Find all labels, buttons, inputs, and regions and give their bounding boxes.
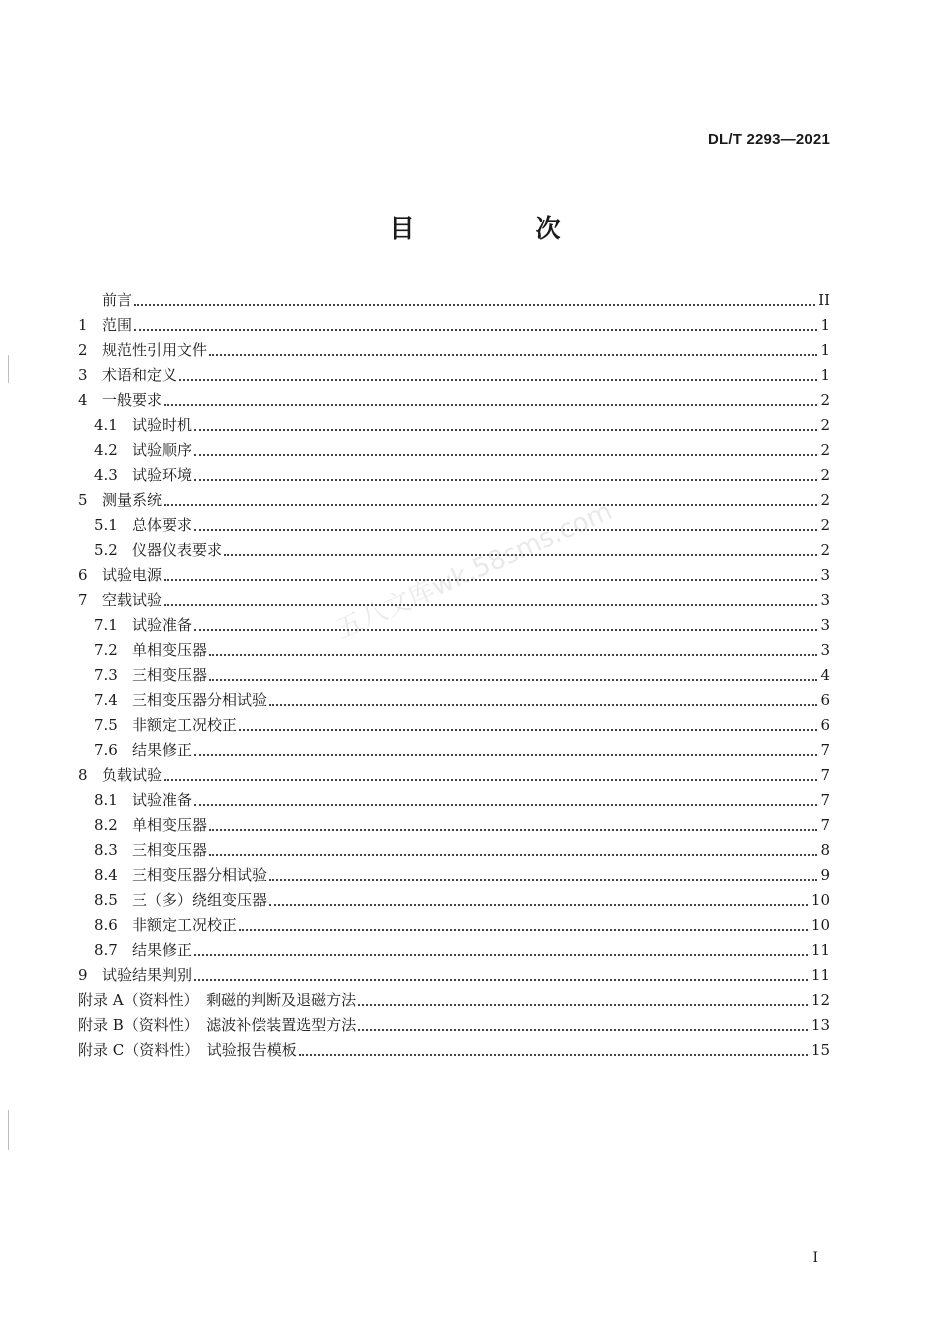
toc-entry-number: 4.1: [94, 416, 118, 434]
toc-entry[interactable]: [78, 813, 830, 838]
toc-entry[interactable]: [78, 713, 830, 738]
page-number: I: [812, 1250, 818, 1266]
toc-entry[interactable]: [78, 888, 830, 913]
toc-entry-page: 11: [810, 966, 830, 984]
toc-entry-label: 结果修正: [132, 941, 193, 959]
toc-entry-number: 8.3: [94, 841, 118, 859]
toc-entry-number: 5.1: [94, 516, 118, 534]
toc-entry-page: 7: [820, 816, 830, 834]
toc-entry[interactable]: [78, 638, 830, 663]
toc-entry-number: 5: [78, 491, 88, 509]
toc-entry-page: 2: [820, 516, 830, 534]
toc-entry-label: 测量系统: [102, 491, 163, 509]
toc-entry[interactable]: [78, 663, 830, 688]
toc-entry-label: 术语和定义: [102, 366, 178, 384]
toc-entry-page: 2: [820, 541, 830, 559]
toc-entry[interactable]: [78, 463, 830, 488]
toc-entry[interactable]: [78, 388, 830, 413]
toc-entry-label: 负载试验: [102, 766, 163, 784]
toc-entry-number: 7.1: [94, 616, 118, 634]
toc-entry[interactable]: [78, 738, 830, 763]
toc-entry-label: 试验顺序: [132, 441, 193, 459]
toc-entry[interactable]: [78, 963, 830, 988]
toc-entry[interactable]: [78, 1013, 830, 1038]
toc-entry-label: 三相变压器分相试验: [132, 866, 268, 884]
toc-dot-leader: [209, 654, 817, 656]
toc-entry-page: 6: [820, 716, 830, 734]
toc-entry-page: 1: [820, 341, 830, 359]
toc-entry-page: 8: [820, 841, 830, 859]
toc-entry-label: 附录 A（资料性） 剩磁的判断及退磁方法: [78, 991, 357, 1009]
toc-entry-page: 13: [810, 1016, 830, 1034]
toc-entry-page: 10: [810, 891, 830, 909]
toc-entry-page: 2: [820, 466, 830, 484]
toc-entry[interactable]: [78, 288, 830, 313]
toc-entry-label: 试验时机: [132, 416, 193, 434]
toc-title: 目 次: [389, 214, 609, 243]
toc-entry-page: 11: [810, 941, 830, 959]
toc-entry-label: 单相变压器: [132, 816, 208, 834]
scan-edge-mark: [8, 355, 9, 383]
toc-dot-leader: [299, 1054, 808, 1056]
toc-dot-leader: [269, 704, 817, 706]
toc-entry-number: 5.2: [94, 541, 118, 559]
toc-entry-page: 3: [820, 566, 830, 584]
toc-entry-label: 三相变压器: [132, 666, 208, 684]
toc-entry-number: 3: [78, 366, 88, 384]
toc-entry-number: 8.4: [94, 866, 118, 884]
toc-entry[interactable]: [78, 438, 830, 463]
toc-entry-number: 8.2: [94, 816, 118, 834]
toc-dot-leader: [164, 604, 817, 606]
toc-dot-leader: [194, 979, 808, 981]
toc-entry-label: 附录 B（资料性） 滤波补偿装置选型方法: [78, 1016, 357, 1034]
toc-entry-number: 6: [78, 566, 88, 584]
toc-dot-leader: [358, 1004, 808, 1006]
toc-entry-label: 仪器仪表要求: [132, 541, 223, 559]
toc-entry-label: 试验准备: [132, 791, 193, 809]
toc-entry-number: 8.7: [94, 941, 118, 959]
toc-dot-leader: [209, 854, 817, 856]
watermark: 五八文库wk.58sms.com: [332, 496, 617, 645]
toc-entry[interactable]: [78, 788, 830, 813]
toc-entry-label: 试验电源: [102, 566, 163, 584]
toc-entry-number: 4.2: [94, 441, 118, 459]
toc-entry-label: 试验结果判别: [102, 966, 193, 984]
toc-dot-leader: [194, 754, 817, 756]
toc-dot-leader: [134, 304, 815, 306]
toc-entry-page: 9: [820, 866, 830, 884]
toc-dot-leader: [164, 504, 817, 506]
toc-dot-leader: [194, 804, 817, 806]
toc-entry-number: 8.1: [94, 791, 118, 809]
toc-entry-page: 1: [820, 316, 830, 334]
toc-entry-label: 附录 C（资料性） 试验报告模板: [78, 1041, 297, 1059]
toc-entry-page: 7: [820, 741, 830, 759]
toc-entry-label: 三相变压器: [132, 841, 208, 859]
toc-entry[interactable]: [78, 363, 830, 388]
toc-dot-leader: [194, 954, 808, 956]
toc-entry-label: 范围: [102, 316, 133, 334]
toc-entry-label: 空载试验: [102, 591, 163, 609]
toc-dot-leader: [358, 1029, 808, 1031]
toc-entry-number: 7: [78, 591, 88, 609]
toc-entry-label: 试验准备: [132, 616, 193, 634]
toc-dot-leader: [194, 454, 817, 456]
toc-dot-leader: [269, 879, 817, 881]
toc-entry-label: 试验环境: [132, 466, 193, 484]
toc-entry-number: 9: [78, 966, 88, 984]
toc-entry[interactable]: [78, 688, 830, 713]
toc-entry-label: 规范性引用文件: [102, 341, 208, 359]
toc-entry[interactable]: [78, 763, 830, 788]
toc-entry-label: 非额定工况校正: [132, 716, 238, 734]
toc-entry-label: 前言: [102, 291, 133, 309]
toc-entry[interactable]: [78, 1038, 830, 1063]
toc-entry-number: 7.2: [94, 641, 118, 659]
toc-entry-number: 1: [78, 316, 88, 334]
toc-entry-page: 7: [820, 766, 830, 784]
document-code: DL/T 2293—2021: [707, 131, 830, 148]
toc-entry-page: 2: [820, 441, 830, 459]
toc-entry[interactable]: [78, 338, 830, 363]
toc-entry-page: 1: [820, 366, 830, 384]
toc-entry-label: 单相变压器: [132, 641, 208, 659]
toc-entry-page: 3: [820, 616, 830, 634]
toc-dot-leader: [209, 354, 817, 356]
toc-entry-number: 4.3: [94, 466, 118, 484]
scan-edge-mark: [8, 1110, 9, 1150]
toc-entry-label: 非额定工况校正: [132, 916, 238, 934]
toc-entry-label: 三（多）绕组变压器: [132, 891, 268, 909]
table-of-contents: [78, 288, 830, 1063]
toc-entry-number: 8.5: [94, 891, 118, 909]
toc-dot-leader: [194, 429, 817, 431]
toc-dot-leader: [209, 679, 817, 681]
toc-entry[interactable]: [78, 513, 830, 538]
toc-entry-page: 2: [820, 416, 830, 434]
toc-entry-number: 7.5: [94, 716, 118, 734]
toc-entry-page: II: [818, 291, 830, 309]
toc-entry[interactable]: [78, 413, 830, 438]
toc-entry-page: 7: [820, 791, 830, 809]
toc-entry[interactable]: [78, 313, 830, 338]
toc-entry[interactable]: [78, 488, 830, 513]
toc-entry-number: 7.3: [94, 666, 118, 684]
toc-dot-leader: [179, 379, 817, 381]
toc-entry-page: 2: [820, 491, 830, 509]
toc-entry-number: 7.4: [94, 691, 118, 709]
toc-entry-page: 6: [820, 691, 830, 709]
toc-dot-leader: [194, 479, 817, 481]
toc-entry-label: 三相变压器分相试验: [132, 691, 268, 709]
toc-entry-page: 15: [810, 1041, 830, 1059]
toc-entry[interactable]: [78, 938, 830, 963]
toc-dot-leader: [164, 404, 817, 406]
toc-entry[interactable]: [78, 838, 830, 863]
toc-entry[interactable]: [78, 913, 830, 938]
toc-dot-leader: [209, 829, 817, 831]
toc-entry-number: 7.6: [94, 741, 118, 759]
toc-entry-page: 2: [820, 391, 830, 409]
toc-entry-page: 4: [820, 666, 830, 684]
toc-entry-page: 3: [820, 591, 830, 609]
toc-dot-leader: [194, 529, 817, 531]
toc-entry-number: 8.6: [94, 916, 118, 934]
toc-dot-leader: [269, 904, 808, 906]
toc-entry-label: 结果修正: [132, 741, 193, 759]
toc-dot-leader: [134, 329, 817, 331]
toc-entry-page: 12: [810, 991, 830, 1009]
toc-entry[interactable]: [78, 863, 830, 888]
toc-entry[interactable]: [78, 988, 830, 1013]
toc-dot-leader: [239, 929, 808, 931]
toc-entry-page: 10: [810, 916, 830, 934]
toc-entry-number: 2: [78, 341, 88, 359]
toc-dot-leader: [239, 729, 817, 731]
toc-entry[interactable]: [78, 613, 830, 638]
toc-entry-label: 总体要求: [132, 516, 193, 534]
toc-entry-number: 8: [78, 766, 88, 784]
toc-entry-label: 一般要求: [102, 391, 163, 409]
toc-entry-page: 3: [820, 641, 830, 659]
toc-dot-leader: [194, 629, 817, 631]
toc-entry-number: 4: [78, 391, 88, 409]
toc-dot-leader: [164, 779, 817, 781]
